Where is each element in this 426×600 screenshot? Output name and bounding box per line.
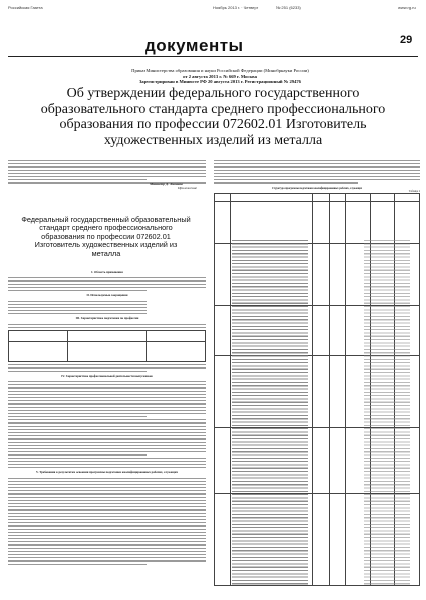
site-url[interactable]: www.rg.ru	[398, 5, 416, 10]
right-table-title: Структура программы подготовки квалифицированных рабочих, служащих	[271, 186, 363, 190]
signature-block	[150, 182, 197, 190]
issue-number: № 251 (6233)	[276, 5, 301, 10]
standard-heading: Федеральный государственный образовательный стандарт среднего профессионального образования по профессии 072602.01 Изготовитель художественных изделий из металла	[21, 215, 191, 258]
subsection-heading: II. Используемые сокращения	[86, 293, 128, 298]
order-intro	[70, 68, 370, 85]
document-title: Об утверждении федерального государственного образовательного стандарта среднего профессионального образования по профессии 072602.01 Изготовитель художественных изделий из металла	[40, 86, 386, 148]
table-row	[9, 331, 206, 342]
subsection-heading: I. Область применения	[91, 270, 123, 274]
subsection-heading: IV. Характеристика профессиональной деятельности выпускников	[61, 373, 153, 378]
section-title: документы	[145, 36, 244, 55]
issue-date: Ноябрь 2013 г. · Четверг	[213, 5, 259, 10]
annex-label: Приложение	[178, 186, 198, 190]
table-body-text	[232, 240, 308, 585]
page-header	[8, 2, 418, 12]
qualification-table	[8, 330, 206, 362]
header-rule	[8, 56, 418, 57]
table-row	[215, 194, 420, 202]
order-issuer: Приказ Министерства образования и науки Российской Федерации (Минобрнауки России)	[131, 68, 309, 73]
left-column-body	[8, 268, 206, 567]
table-row	[9, 342, 206, 362]
preamble-text-block	[8, 160, 206, 184]
subsection-heading: V. Требования к результатам освоения программы подготовки квалифицированных рабочих, служащих	[36, 470, 178, 475]
table-code-text	[364, 240, 410, 585]
order-date: от 2 августа 2013 г. № 669 г. Москва	[183, 73, 257, 79]
order-registration: Зарегистрирован в Минюсте РФ 20 августа 2013 г. Регистрационный № 29476	[139, 79, 301, 84]
table-row	[215, 202, 420, 244]
newspaper-name: Российская Газета	[8, 5, 43, 10]
right-table-note: Таблица 2	[408, 189, 420, 193]
signature-role: Министр Д. Ливанов	[150, 182, 183, 186]
page-number: 29	[400, 34, 413, 46]
subsection-heading: III. Характеристика подготовки по профессии	[75, 316, 139, 321]
